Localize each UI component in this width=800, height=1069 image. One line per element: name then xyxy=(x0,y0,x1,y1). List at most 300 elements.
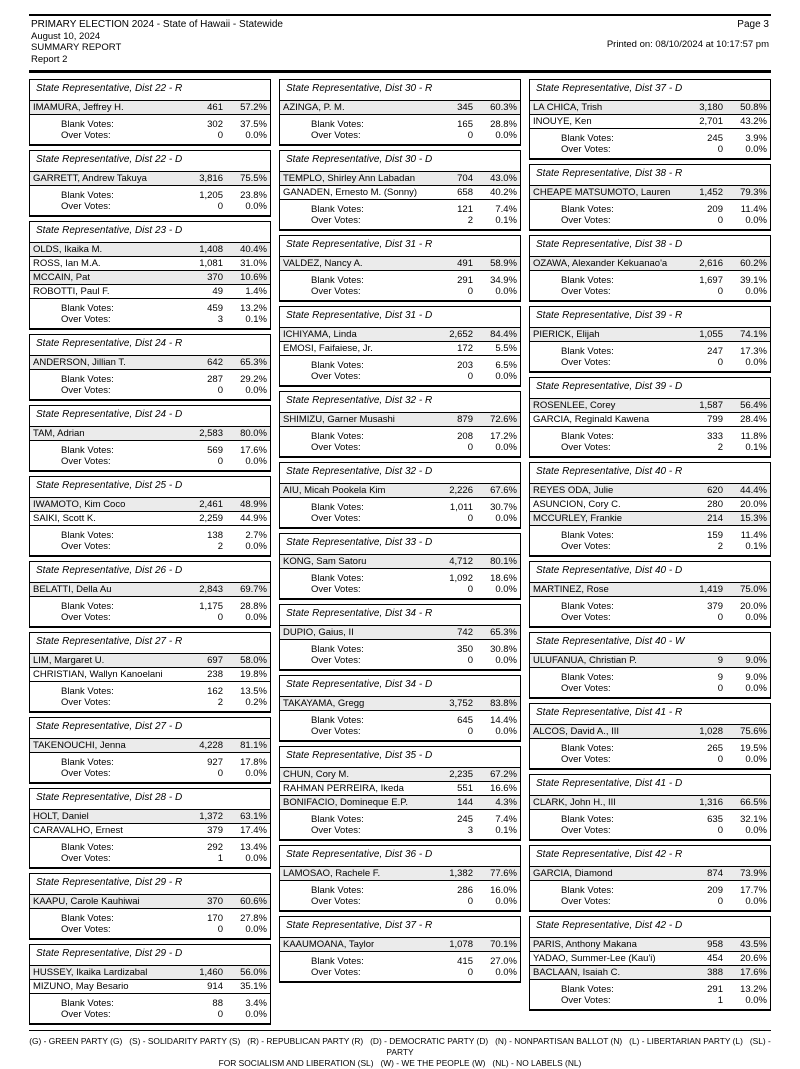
candidate-votes: 658 xyxy=(457,187,473,198)
candidate-row xyxy=(280,781,520,795)
contest-section xyxy=(529,235,771,302)
blank-votes-percent: 27.8% xyxy=(240,913,267,924)
contest-section xyxy=(279,746,521,841)
blank-votes-label: Blank Votes: xyxy=(311,644,364,655)
over-votes-percent: 0.0% xyxy=(495,896,517,907)
contest-section xyxy=(279,391,521,458)
candidate-name: ICHIYAMA, Linda xyxy=(283,329,357,340)
candidate-list xyxy=(280,100,520,115)
blank-votes-percent: 7.4% xyxy=(495,814,517,825)
over-votes-label: Over Votes: xyxy=(561,286,611,297)
candidate-list xyxy=(30,426,270,441)
candidate-row xyxy=(530,582,770,596)
blank-votes-label: Blank Votes: xyxy=(311,275,364,286)
over-votes-percent: 0.1% xyxy=(495,215,517,226)
blank-votes-percent: 14.4% xyxy=(490,715,517,726)
over-votes-percent: 0.1% xyxy=(245,314,267,325)
candidate-name: ROBOTTI, Paul F. xyxy=(33,286,110,297)
candidate-percent: 65.3% xyxy=(240,357,267,368)
blank-votes-row xyxy=(530,346,770,357)
over-votes-count: 0 xyxy=(467,513,473,524)
candidate-list xyxy=(30,497,270,526)
blank-votes-label: Blank Votes: xyxy=(561,814,614,825)
over-votes-count: 0 xyxy=(217,385,223,396)
candidate-votes: 551 xyxy=(457,783,473,794)
candidate-name: LIM, Margaret U. xyxy=(33,655,105,666)
blank-votes-percent: 32.1% xyxy=(740,814,767,825)
ballot-stats xyxy=(30,682,270,711)
candidate-list xyxy=(280,696,520,711)
candidate-percent: 48.9% xyxy=(240,499,267,510)
over-votes-percent: 0.0% xyxy=(495,726,517,737)
over-votes-percent: 0.0% xyxy=(745,825,767,836)
candidate-votes: 879 xyxy=(457,414,473,425)
candidate-row xyxy=(30,100,270,114)
blank-votes-count: 208 xyxy=(457,431,473,442)
blank-votes-label: Blank Votes: xyxy=(311,956,364,967)
candidate-name: ALCOS, David A., III xyxy=(533,726,620,737)
blank-votes-count: 245 xyxy=(707,133,723,144)
blank-votes-label: Blank Votes: xyxy=(311,360,364,371)
candidate-row xyxy=(280,767,520,781)
candidate-percent: 70.1% xyxy=(490,939,517,950)
candidate-name: BELATTI, Della Au xyxy=(33,584,112,595)
candidate-list xyxy=(280,625,520,640)
candidate-name: DUPIO, Gaius, II xyxy=(283,627,354,638)
contest-section xyxy=(29,150,271,217)
candidate-row xyxy=(530,497,770,511)
candidate-name: REYES ODA, Julie xyxy=(533,485,614,496)
candidate-list xyxy=(530,653,770,668)
blank-votes-row xyxy=(30,757,270,768)
candidate-row xyxy=(530,185,770,199)
report-header-right xyxy=(607,19,769,65)
blank-votes-percent: 39.1% xyxy=(740,275,767,286)
blank-votes-count: 645 xyxy=(457,715,473,726)
over-votes-row xyxy=(30,314,270,325)
blank-votes-row xyxy=(530,204,770,215)
contest-section xyxy=(29,476,271,557)
candidate-percent: 80.0% xyxy=(240,428,267,439)
candidate-list xyxy=(530,937,770,980)
over-votes-label: Over Votes: xyxy=(561,357,611,368)
candidate-votes: 2,843 xyxy=(199,584,223,595)
candidate-row xyxy=(30,738,270,752)
candidate-row xyxy=(530,412,770,426)
over-votes-percent: 0.0% xyxy=(495,442,517,453)
blank-votes-row xyxy=(280,119,520,130)
candidate-row xyxy=(530,483,770,497)
report-header-left xyxy=(31,19,283,65)
contest-title: State Representative, Dist 33 - D xyxy=(286,537,433,548)
contest-section xyxy=(529,561,771,628)
blank-votes-percent: 34.9% xyxy=(490,275,517,286)
contest-title: State Representative, Dist 32 - D xyxy=(286,466,433,477)
blank-votes-percent: 28.8% xyxy=(490,119,517,130)
candidate-votes: 280 xyxy=(707,499,723,510)
ballot-stats xyxy=(30,370,270,399)
blank-votes-label: Blank Votes: xyxy=(561,984,614,995)
candidate-list xyxy=(30,653,270,682)
candidate-percent: 43.0% xyxy=(490,173,517,184)
blank-votes-count: 203 xyxy=(457,360,473,371)
candidate-votes: 620 xyxy=(707,485,723,496)
candidate-votes: 2,235 xyxy=(449,769,473,780)
blank-votes-percent: 29.2% xyxy=(240,374,267,385)
ballot-stats xyxy=(280,881,520,910)
over-votes-percent: 0.0% xyxy=(745,995,767,1006)
contest-section xyxy=(529,703,771,770)
contest-title: State Representative, Dist 26 - D xyxy=(36,565,183,576)
blank-votes-percent: 11.8% xyxy=(740,431,767,442)
candidate-row xyxy=(530,965,770,979)
candidate-row xyxy=(280,696,520,710)
over-votes-row xyxy=(280,442,520,453)
blank-votes-label: Blank Votes: xyxy=(61,842,114,853)
candidate-percent: 79.3% xyxy=(740,187,767,198)
over-votes-label: Over Votes: xyxy=(311,286,361,297)
ballot-stats xyxy=(530,526,770,555)
candidate-list xyxy=(30,355,270,370)
over-votes-label: Over Votes: xyxy=(311,130,361,141)
candidate-percent: 43.2% xyxy=(740,116,767,127)
candidate-list xyxy=(530,256,770,271)
report-header xyxy=(29,14,771,73)
report-type: SUMMARY REPORT xyxy=(31,42,122,53)
over-votes-count: 0 xyxy=(217,1009,223,1020)
candidate-votes: 799 xyxy=(707,414,723,425)
contest-title: State Representative, Dist 37 - D xyxy=(536,83,683,94)
candidate-votes: 697 xyxy=(207,655,223,666)
candidate-row xyxy=(280,554,520,568)
blank-votes-count: 379 xyxy=(707,601,723,612)
blank-votes-count: 265 xyxy=(707,743,723,754)
blank-votes-percent: 18.6% xyxy=(490,573,517,584)
candidate-name: ROSS, Ian M.A. xyxy=(33,258,101,269)
results-column-3 xyxy=(529,79,771,1015)
contest-title: State Representative, Dist 34 - R xyxy=(286,608,433,619)
over-votes-row xyxy=(30,456,270,467)
contest-section xyxy=(29,79,271,146)
over-votes-row xyxy=(280,896,520,907)
over-votes-count: 0 xyxy=(717,357,723,368)
candidate-name: MCCAIN, Pat xyxy=(33,272,91,283)
candidate-row xyxy=(280,483,520,497)
blank-votes-row xyxy=(30,119,270,130)
candidate-row xyxy=(280,937,520,951)
over-votes-count: 0 xyxy=(217,130,223,141)
candidate-row xyxy=(530,398,770,412)
over-votes-percent: 0.0% xyxy=(245,924,267,935)
over-votes-percent: 0.0% xyxy=(495,371,517,382)
contest-section xyxy=(529,462,771,557)
contest-section xyxy=(279,79,521,146)
candidate-votes: 388 xyxy=(707,967,723,978)
contest-section xyxy=(529,632,771,699)
candidate-votes: 742 xyxy=(457,627,473,638)
candidate-name: TAM, Adrian xyxy=(33,428,85,439)
blank-votes-label: Blank Votes: xyxy=(61,913,114,924)
contest-section xyxy=(29,405,271,472)
contest-section xyxy=(529,164,771,231)
over-votes-percent: 0.0% xyxy=(245,385,267,396)
candidate-name: AZINGA, P. M. xyxy=(283,102,345,113)
contest-title: State Representative, Dist 42 - R xyxy=(536,849,683,860)
candidate-list xyxy=(30,809,270,838)
over-votes-label: Over Votes: xyxy=(311,371,361,382)
candidate-percent: 77.6% xyxy=(490,868,517,879)
blank-votes-row xyxy=(30,530,270,541)
contest-section xyxy=(529,306,771,373)
blank-votes-row xyxy=(30,190,270,201)
ballot-stats xyxy=(530,881,770,910)
blank-votes-percent: 3.4% xyxy=(245,998,267,1009)
ballot-stats xyxy=(530,810,770,839)
candidate-percent: 56.4% xyxy=(740,400,767,411)
results-column-1 xyxy=(29,79,271,1029)
candidate-row xyxy=(30,497,270,511)
over-votes-row xyxy=(30,697,270,708)
blank-votes-row xyxy=(530,984,770,995)
contest-section xyxy=(279,533,521,600)
ballot-stats xyxy=(30,115,270,144)
contest-title: State Representative, Dist 41 - R xyxy=(536,707,683,718)
contest-section xyxy=(529,916,771,1011)
blank-votes-row xyxy=(30,998,270,1009)
blank-votes-label: Blank Votes: xyxy=(561,601,614,612)
over-votes-label: Over Votes: xyxy=(61,697,111,708)
candidate-votes: 454 xyxy=(707,953,723,964)
over-votes-percent: 0.1% xyxy=(495,825,517,836)
blank-votes-count: 88 xyxy=(212,998,223,1009)
blank-votes-row xyxy=(530,601,770,612)
candidate-list xyxy=(30,582,270,597)
candidate-row xyxy=(280,185,520,199)
blank-votes-percent: 11.4% xyxy=(740,530,767,541)
candidate-percent: 57.2% xyxy=(240,102,267,113)
over-votes-label: Over Votes: xyxy=(61,130,111,141)
candidate-votes: 1,081 xyxy=(199,258,223,269)
blank-votes-label: Blank Votes: xyxy=(311,715,364,726)
candidate-name: EMOSI, Faifaiese, Jr. xyxy=(283,343,373,354)
contest-section xyxy=(279,916,521,983)
contest-title: State Representative, Dist 32 - R xyxy=(286,395,433,406)
candidate-votes: 9 xyxy=(717,655,723,666)
contest-title: State Representative, Dist 40 - R xyxy=(536,466,683,477)
candidate-row xyxy=(530,114,770,128)
candidate-percent: 75.6% xyxy=(740,726,767,737)
over-votes-row xyxy=(280,655,520,666)
contest-title: State Representative, Dist 39 - R xyxy=(536,310,683,321)
blank-votes-count: 9 xyxy=(717,672,723,683)
contest-title: State Representative, Dist 30 - R xyxy=(286,83,433,94)
ballot-stats xyxy=(30,909,270,938)
blank-votes-percent: 23.8% xyxy=(240,190,267,201)
over-votes-row xyxy=(530,442,770,453)
candidate-percent: 40.2% xyxy=(490,187,517,198)
candidate-row xyxy=(280,171,520,185)
contest-section xyxy=(279,150,521,231)
candidate-percent: 17.6% xyxy=(740,967,767,978)
over-votes-count: 1 xyxy=(717,995,723,1006)
candidate-list xyxy=(280,256,520,271)
candidate-row xyxy=(30,582,270,596)
contest-title: State Representative, Dist 24 - R xyxy=(36,338,183,349)
blank-votes-row xyxy=(530,814,770,825)
candidate-row xyxy=(280,256,520,270)
candidate-name: LA CHICA, Trish xyxy=(533,102,603,113)
blank-votes-label: Blank Votes: xyxy=(61,530,114,541)
over-votes-row xyxy=(30,130,270,141)
candidate-list xyxy=(280,483,520,498)
over-votes-count: 0 xyxy=(717,215,723,226)
candidate-percent: 16.6% xyxy=(490,783,517,794)
contest-section xyxy=(529,845,771,912)
candidate-votes: 2,616 xyxy=(699,258,723,269)
over-votes-label: Over Votes: xyxy=(311,967,361,978)
candidate-name: ULUFANUA, Christian P. xyxy=(533,655,637,666)
blank-votes-row xyxy=(280,502,520,513)
ballot-stats xyxy=(280,810,520,839)
blank-votes-percent: 11.4% xyxy=(740,204,767,215)
over-votes-row xyxy=(30,201,270,212)
candidate-name: GARCIA, Reginald Kawena xyxy=(533,414,650,425)
candidate-percent: 43.5% xyxy=(740,939,767,950)
blank-votes-count: 1,697 xyxy=(699,275,723,286)
over-votes-row xyxy=(30,853,270,864)
candidate-votes: 491 xyxy=(457,258,473,269)
ballot-stats xyxy=(530,271,770,300)
candidate-percent: 50.8% xyxy=(740,102,767,113)
over-votes-label: Over Votes: xyxy=(561,215,611,226)
over-votes-percent: 0.0% xyxy=(745,357,767,368)
over-votes-label: Over Votes: xyxy=(561,541,611,552)
blank-votes-percent: 7.4% xyxy=(495,204,517,215)
contest-title: State Representative, Dist 36 - D xyxy=(286,849,433,860)
contest-section xyxy=(29,788,271,869)
blank-votes-count: 138 xyxy=(207,530,223,541)
blank-votes-count: 1,175 xyxy=(199,601,223,612)
blank-votes-percent: 2.7% xyxy=(245,530,267,541)
blank-votes-count: 415 xyxy=(457,956,473,967)
blank-votes-label: Blank Votes: xyxy=(561,672,614,683)
candidate-percent: 19.8% xyxy=(240,669,267,680)
blank-votes-label: Blank Votes: xyxy=(311,573,364,584)
candidate-percent: 58.0% xyxy=(240,655,267,666)
over-votes-count: 0 xyxy=(467,371,473,382)
over-votes-row xyxy=(530,215,770,226)
blank-votes-count: 165 xyxy=(457,119,473,130)
candidate-name: CHUN, Cory M. xyxy=(283,769,349,780)
over-votes-row xyxy=(30,385,270,396)
over-votes-percent: 0.0% xyxy=(495,513,517,524)
blank-votes-label: Blank Votes: xyxy=(561,431,614,442)
blank-votes-label: Blank Votes: xyxy=(311,204,364,215)
candidate-votes: 1,028 xyxy=(699,726,723,737)
candidate-percent: 10.6% xyxy=(240,272,267,283)
candidate-votes: 1,382 xyxy=(449,868,473,879)
candidate-votes: 2,701 xyxy=(699,116,723,127)
candidate-votes: 1,078 xyxy=(449,939,473,950)
over-votes-count: 0 xyxy=(217,456,223,467)
over-votes-count: 0 xyxy=(717,754,723,765)
over-votes-label: Over Votes: xyxy=(561,896,611,907)
contest-title: State Representative, Dist 30 - D xyxy=(286,154,433,165)
contest-section xyxy=(29,873,271,940)
contest-section xyxy=(29,944,271,1025)
blank-votes-label: Blank Votes: xyxy=(561,275,614,286)
ballot-stats xyxy=(30,597,270,626)
election-title: PRIMARY ELECTION 2024 - State of Hawaii - Statewide xyxy=(31,19,283,30)
candidate-list xyxy=(30,738,270,753)
over-votes-row xyxy=(280,215,520,226)
candidate-list xyxy=(530,185,770,200)
over-votes-row xyxy=(530,357,770,368)
over-votes-count: 2 xyxy=(467,215,473,226)
candidate-percent: 1.4% xyxy=(245,286,267,297)
candidate-row xyxy=(30,242,270,256)
blank-votes-row xyxy=(530,275,770,286)
over-votes-row xyxy=(530,612,770,623)
ballot-stats xyxy=(280,711,520,740)
over-votes-row xyxy=(530,825,770,836)
candidate-percent: 44.9% xyxy=(240,513,267,524)
contest-section xyxy=(279,604,521,671)
contest-title: State Representative, Dist 35 - D xyxy=(286,750,433,761)
candidate-row xyxy=(530,951,770,965)
ballot-stats xyxy=(530,668,770,697)
candidate-name: MIZUNO, May Besario xyxy=(33,981,129,992)
ballot-stats xyxy=(280,271,520,300)
blank-votes-percent: 6.5% xyxy=(495,360,517,371)
candidate-name: MARTINEZ, Rose xyxy=(533,584,609,595)
candidate-percent: 5.5% xyxy=(495,343,517,354)
blank-votes-row xyxy=(280,885,520,896)
ballot-stats xyxy=(30,441,270,470)
candidate-name: PIERICK, Elijah xyxy=(533,329,600,340)
candidate-row xyxy=(30,511,270,525)
contest-title: State Representative, Dist 28 - D xyxy=(36,792,183,803)
candidate-name: BACLAAN, Isaiah C. xyxy=(533,967,621,978)
over-votes-row xyxy=(280,584,520,595)
candidate-list xyxy=(280,171,520,200)
blank-votes-percent: 17.3% xyxy=(740,346,767,357)
blank-votes-label: Blank Votes: xyxy=(561,133,614,144)
over-votes-label: Over Votes: xyxy=(61,201,111,212)
blank-votes-row xyxy=(280,644,520,655)
blank-votes-label: Blank Votes: xyxy=(311,885,364,896)
over-votes-label: Over Votes: xyxy=(61,853,111,864)
candidate-list xyxy=(30,965,270,994)
ballot-stats xyxy=(530,427,770,456)
candidate-name: ANDERSON, Jillian T. xyxy=(33,357,126,368)
over-votes-percent: 0.1% xyxy=(745,541,767,552)
candidate-name: CHRISTIAN, Wallyn Kanoelani xyxy=(33,669,163,680)
ballot-stats xyxy=(280,200,520,229)
candidate-list xyxy=(280,767,520,810)
candidate-name: KONG, Sam Satoru xyxy=(283,556,367,567)
blank-votes-label: Blank Votes: xyxy=(311,431,364,442)
over-votes-row xyxy=(530,286,770,297)
candidate-votes: 2,583 xyxy=(199,428,223,439)
candidate-row xyxy=(30,426,270,440)
candidate-name: CHEAPE MATSUMOTO, Lauren xyxy=(533,187,671,198)
ballot-stats xyxy=(30,838,270,867)
candidate-row xyxy=(280,412,520,426)
over-votes-row xyxy=(280,286,520,297)
candidate-row xyxy=(30,284,270,298)
blank-votes-count: 291 xyxy=(457,275,473,286)
